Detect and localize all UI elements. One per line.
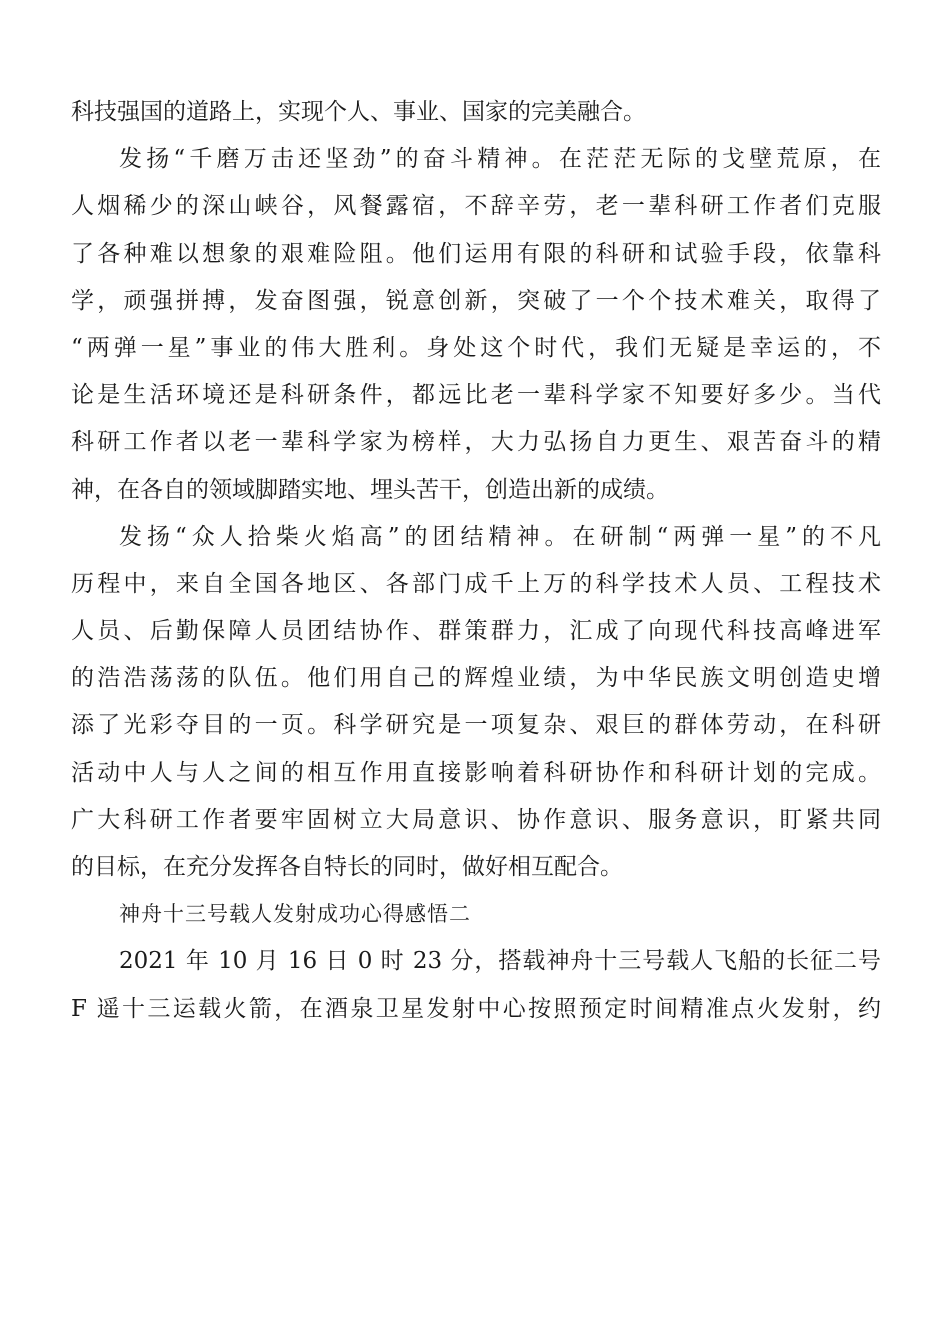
text-line: 神，在各自的领域脚踏实地、埋头苦干，创造出新的成绩。 [71, 476, 669, 503]
text-line: 添了光彩夺目的一页。科学研究是一项复杂、艰巨的群体劳动，在科研 [71, 712, 881, 739]
paragraph-launch [71, 938, 881, 1032]
body-text [71, 89, 881, 1033]
text-line: 科技强国的道路上，实现个人、事业、国家的完美融合。 [71, 99, 646, 125]
text-line: 人烟稀少的深山峡谷，风餐露宿，不辞辛劳，老一辈科研工作者们克服 [71, 193, 881, 220]
text-line: 历程中，来自全国各地区、各部门成千上万的科学技术人员、工程技术 [71, 570, 881, 597]
text-line: 广大科研工作者要牢固树立大局意识、协作意识、服务意识，盯紧共同 [71, 806, 881, 833]
text-line: 的目标，在充分发挥各自特长的同时，做好相互配合。 [71, 854, 623, 880]
text-line: 活动中人与人之间的相互作用直接影响着科研协作和科研计划的完成。 [71, 759, 881, 786]
text-line: 发扬“千磨万击还坚劲”的奋斗精神。在茫茫无际的戈壁荒原，在 [119, 146, 881, 173]
text-line: 学，顽强拼搏，发奋图强，锐意创新，突破了一个个技术难关，取得了 [71, 287, 881, 314]
text-line: F 遥十三运载火箭，在酒泉卫星发射中心按照预定时间精准点火发射，约 [71, 995, 881, 1022]
text-line: 的浩浩荡荡的队伍。他们用自己的辉煌业绩，为中华民族文明创造史增 [71, 665, 881, 692]
paragraph-struggle-spirit [71, 136, 881, 514]
text-line: “两弹一星”事业的伟大胜利。身处这个时代，我们无疑是幸运的，不 [71, 334, 881, 361]
section-subtitle [71, 891, 881, 938]
paragraph-unity-spirit [71, 514, 881, 892]
text-line: 人员、后勤保障人员团结协作、群策群力，汇成了向现代科技高峰进军 [71, 618, 881, 645]
subtitle-text: 神舟十三号载人发射成功心得感悟二 [119, 902, 471, 927]
text-line: 了各种难以想象的艰难险阻。他们运用有限的科研和试验手段，依靠科 [71, 240, 881, 267]
text-line: 科研工作者以老一辈科学家为榜样，大力弘扬自力更生、艰苦奋斗的精 [71, 429, 881, 456]
paragraph-continuation [71, 89, 881, 136]
text-line: 2021 年 10 月 16 日 0 时 23 分，搭载神舟十三号载人飞船的长征二号 [119, 948, 881, 975]
text-line: 论是生活环境还是科研条件，都远比老一辈科学家不知要好多少。当代 [71, 382, 881, 409]
text-line: 发扬“众人拾柴火焰高”的团结精神。在研制“两弹一星”的不凡 [119, 523, 881, 550]
